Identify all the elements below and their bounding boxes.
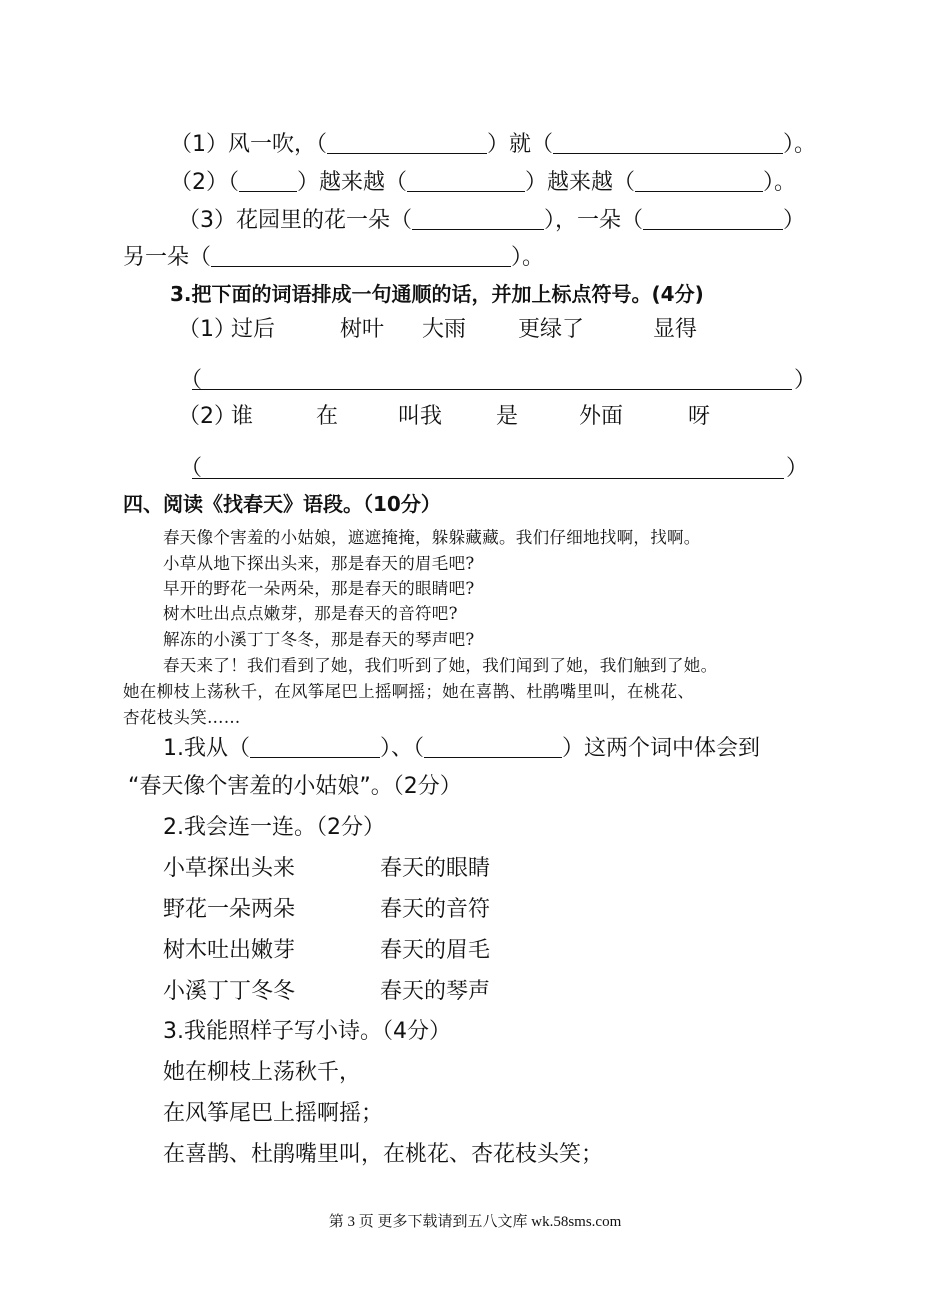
q2-item3-line2 <box>123 246 544 269</box>
q3-item2-word: 呀 <box>688 404 711 429</box>
passage-line: 解冻的小溪丁丁冬冬，那是春天的琴声吧? <box>163 630 475 649</box>
q2-item2-text-d: ）。 <box>763 170 797 195</box>
section4-title: 四、阅读《找春天》语段。（10分） <box>123 492 441 516</box>
q2-item3-text-e: ）。 <box>511 245 545 270</box>
s4-q1-line1 <box>163 737 760 760</box>
s4-q3-title: 3.我能照样子写小诗。（4分） <box>163 1019 451 1044</box>
q2-item3-text-b: ），一朵（ <box>544 208 644 233</box>
match-right-item[interactable]: 春天的琴声 <box>380 979 491 1004</box>
s4-q1-text-c: ）这两个词中体会到 <box>562 736 761 761</box>
q2-item1-text-a: （1）风一吹，（ <box>170 132 327 157</box>
passage-line: 杏花枝头笑…… <box>123 708 241 727</box>
q2-item1-blank1[interactable] <box>327 133 487 154</box>
q2-item3-text-c: ） <box>783 208 806 233</box>
q3-item2-word: 是 <box>496 404 519 429</box>
q2-item2-text-c: ）越来越（ <box>525 170 636 195</box>
q3-title: 3.把下面的词语排成一句通顺的话，并加上标点符号。(4分) <box>170 282 704 306</box>
q3-answer1-open: （ <box>180 368 203 393</box>
q3-answer2-close: ） <box>786 456 809 481</box>
q2-item1-text-b: ）就（ <box>487 132 554 157</box>
s4-q1-text-b: ）、（ <box>380 736 425 761</box>
q3-item2-num: （2） <box>178 404 236 429</box>
q3-item1-word: 更绿了 <box>518 317 585 342</box>
q3-item2-word: 叫我 <box>398 404 443 429</box>
q3-item1-num: （1） <box>178 317 236 342</box>
q2-item2-blank3[interactable] <box>635 171 763 192</box>
q2-item2-blank2[interactable] <box>407 171 525 192</box>
q2-item1-blank2[interactable] <box>553 133 783 154</box>
s4-q1-text-a: 1.我从（ <box>163 736 250 761</box>
q2-item2-text-a: （2）（ <box>170 170 239 195</box>
q2-item3-line1 <box>178 209 805 232</box>
q2-item3-blank3[interactable] <box>211 246 511 267</box>
s4-q1-line2: “春天像个害羞的小姑娘”。（2分） <box>128 774 462 799</box>
passage-line: 春天来了！我们看到了她，我们听到了她，我们闻到了她，我们触到了她。 <box>163 656 718 675</box>
q2-item3-blank2[interactable] <box>643 209 783 230</box>
q3-item1-word: 显得 <box>653 317 698 342</box>
q2-item3-blank1[interactable] <box>412 209 544 230</box>
match-left-item[interactable]: 野花一朵两朵 <box>163 897 296 922</box>
s4-q1-blank2[interactable] <box>424 737 562 758</box>
q3-item1-word: 树叶 <box>340 317 385 342</box>
q3-answer1-close: ） <box>794 368 817 393</box>
match-right-item[interactable]: 春天的音符 <box>380 897 491 922</box>
q3-item2-word: 在 <box>316 404 339 429</box>
s4-q1-blank1[interactable] <box>250 737 380 758</box>
poem-line: 在风筝尾巴上摇啊摇； <box>163 1101 384 1126</box>
q2-item2-text-b: ）越来越（ <box>297 170 408 195</box>
q3-answer1-line[interactable] <box>192 389 792 390</box>
match-left-item[interactable]: 小溪丁丁冬冬 <box>163 979 296 1004</box>
passage-line: 她在柳枝上荡秋千，在风筝尾巴上摇啊摇；她在喜鹊、杜鹃嘴里叫，在桃花、 <box>123 682 695 701</box>
passage-line: 小草从地下探出头来，那是春天的眉毛吧? <box>163 554 475 573</box>
q3-answer2-line[interactable] <box>192 478 784 479</box>
q3-answer2-open: （ <box>180 456 203 481</box>
q2-item2-blank1[interactable] <box>239 171 297 192</box>
match-left-item[interactable]: 小草探出头来 <box>163 856 296 881</box>
q2-item3-text-d: 另一朵（ <box>123 245 212 270</box>
page-footer: 第 3 页 更多下载请到五八文库 wk.58sms.com <box>328 1214 622 1230</box>
poem-line: 她在柳枝上荡秋千， <box>163 1060 362 1085</box>
passage-line: 春天像个害羞的小姑娘，遮遮掩掩，躲躲藏藏。我们仔细地找啊，找啊。 <box>163 528 701 547</box>
match-right-item[interactable]: 春天的眼睛 <box>380 856 491 881</box>
q2-item1 <box>170 133 816 156</box>
q3-item1-word: 大雨 <box>422 317 467 342</box>
passage-line: 树木吐出点点嫩芽，那是春天的音符吧? <box>163 604 458 623</box>
match-left-item[interactable]: 树木吐出嫩芽 <box>163 938 296 963</box>
s4-q2-title: 2.我会连一连。（2分） <box>163 815 385 840</box>
passage-line: 早开的野花一朵两朵，那是春天的眼睛吧? <box>163 579 475 598</box>
q2-item3-text-a: （3）花园里的花一朵（ <box>178 208 412 233</box>
q3-item2-word: 谁 <box>231 404 254 429</box>
q3-item2-word: 外面 <box>579 404 624 429</box>
q2-item2 <box>170 171 796 194</box>
q2-item1-text-c: ）。 <box>783 132 817 157</box>
poem-line: 在喜鹊、杜鹃嘴里叫，在桃花、杏花枝头笑； <box>163 1142 604 1167</box>
match-right-item[interactable]: 春天的眉毛 <box>380 938 491 963</box>
q3-item1-word: 过后 <box>231 317 276 342</box>
